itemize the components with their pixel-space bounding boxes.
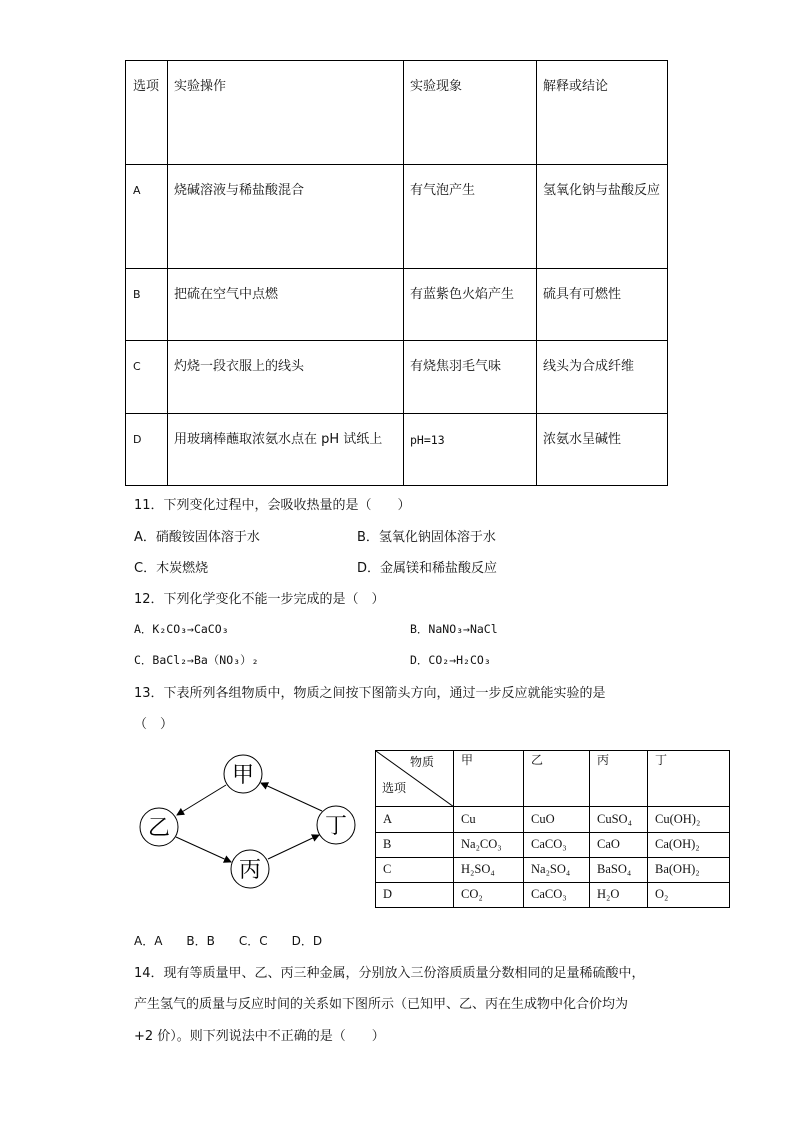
corner-top-label: 物质	[410, 755, 435, 769]
corner-cell	[376, 751, 454, 807]
table-row	[376, 857, 730, 882]
col-header-bing: 丙	[590, 751, 648, 807]
q11-option-a: A．硝酸铵固体溶于水	[134, 530, 260, 545]
row-operation: 把硫在空气中点燃	[168, 268, 404, 340]
substance-table	[375, 750, 730, 908]
table-row	[126, 341, 668, 413]
cell: CaCO₃	[524, 832, 590, 857]
table-row	[376, 882, 730, 907]
q13-options: A．A B．B C．C D．D	[134, 934, 323, 948]
row-label: C	[376, 857, 454, 882]
row-label: D	[376, 882, 454, 907]
cell: Na₂SO₄	[524, 857, 590, 882]
row-label: A	[126, 165, 168, 268]
q11-option-d: D．金属镁和稀盐酸反应	[357, 561, 498, 576]
cell: Cu	[454, 807, 524, 832]
question-13-stem: 13．下表所列各组物质中，物质之间按下图箭头方向，通过一步反应就能实验的是	[134, 686, 606, 701]
col-header-yi: 乙	[524, 751, 590, 807]
col-header-jia: 甲	[454, 751, 524, 807]
question-11-stem: 11．下列变化过程中，会吸收热量的是（ ）	[134, 498, 411, 513]
table-row	[376, 832, 730, 857]
cell: BaSO₄	[590, 857, 648, 882]
row-conclusion: 硫具有可燃性	[537, 268, 668, 340]
node-jia: 甲	[231, 763, 255, 788]
q11-option-b: B．氢氧化钠固体溶于水	[357, 530, 496, 545]
table-row	[376, 807, 730, 832]
cell: Cu(OH)₂	[648, 807, 730, 832]
row-operation: 用玻璃棒蘸取浓氨水点在 pH 试纸上	[168, 413, 404, 485]
cell: CO₂	[454, 882, 524, 907]
reaction-diagram	[135, 745, 365, 895]
substance-table-header	[376, 751, 730, 807]
row-conclusion: 浓氨水呈碱性	[537, 413, 668, 485]
row-label: B	[126, 268, 168, 340]
table-row	[126, 268, 668, 340]
cell: H₂SO₄	[454, 857, 524, 882]
table-header-row	[126, 61, 668, 165]
row-label: A	[376, 807, 454, 832]
arrow-jia-to-yi	[177, 785, 226, 815]
cell: Ba(OH)₂	[648, 857, 730, 882]
experiment-table	[125, 60, 668, 486]
header-phenomenon: 实验现象	[404, 61, 537, 165]
arrow-yi-to-bing	[176, 837, 231, 862]
q12-option-a: A．K₂CO₃→CaCO₃	[134, 622, 229, 636]
q12-option-d: D．CO₂→H₂CO₃	[410, 653, 491, 667]
question-13-stem-paren: （ ）	[134, 717, 174, 732]
cell: O₂	[648, 882, 730, 907]
question-14-line-3: +2 价）。则下列说法中不正确的是（ ）	[134, 1029, 385, 1044]
cell: Na₂CO₃	[454, 832, 524, 857]
row-label: D	[126, 413, 168, 485]
table-row	[126, 413, 668, 485]
row-phenomenon: 有蓝紫色火焰产生	[404, 268, 537, 340]
table-row	[126, 165, 668, 268]
q12-option-c: C．BaCl₂→Ba（NO₃）₂	[134, 653, 259, 667]
row-phenomenon: 有气泡产生	[404, 165, 537, 268]
cell: H₂O	[590, 882, 648, 907]
cell: CuO	[524, 807, 590, 832]
arrow-ding-to-jia	[261, 783, 322, 811]
node-ding: 丁	[324, 814, 348, 839]
header-operation: 实验操作	[168, 61, 404, 165]
col-header-ding: 丁	[648, 751, 730, 807]
row-phenomenon: pH=13	[404, 413, 537, 485]
cell: CuSO₄	[590, 807, 648, 832]
node-bing: 丙	[238, 858, 262, 883]
q12-option-b: B．NaNO₃→NaCl	[410, 622, 498, 636]
header-option: 选项	[126, 61, 168, 165]
row-label: B	[376, 832, 454, 857]
header-conclusion: 解释或结论	[537, 61, 668, 165]
row-conclusion: 线头为合成纤维	[537, 341, 668, 413]
question-14-line-2: 产生氢气的质量与反应时间的关系如下图所示（已知甲、乙、丙在生成物中化合价均为	[134, 997, 629, 1012]
cell: CaO	[590, 832, 648, 857]
cell: CaCO₃	[524, 882, 590, 907]
cell: Ca(OH)₂	[648, 832, 730, 857]
row-operation: 灼烧一段衣服上的线头	[168, 341, 404, 413]
row-conclusion: 氢氧化钠与盐酸反应	[537, 165, 668, 268]
question-14-line-1: 14．现有等质量甲、乙、丙三种金属，分别放入三份溶质质量分数相同的足量稀硫酸中，	[134, 966, 645, 981]
row-label: C	[126, 341, 168, 413]
corner-bottom-label: 选项	[382, 781, 407, 795]
row-phenomenon: 有烧焦羽毛气味	[404, 341, 537, 413]
row-operation: 烧碱溶液与稀盐酸混合	[168, 165, 404, 268]
arrow-bing-to-ding	[268, 835, 319, 859]
q11-option-c: C．木炭燃烧	[134, 561, 209, 576]
node-yi: 乙	[147, 816, 171, 841]
question-12-stem: 12．下列化学变化不能一步完成的是（ ）	[134, 592, 385, 607]
